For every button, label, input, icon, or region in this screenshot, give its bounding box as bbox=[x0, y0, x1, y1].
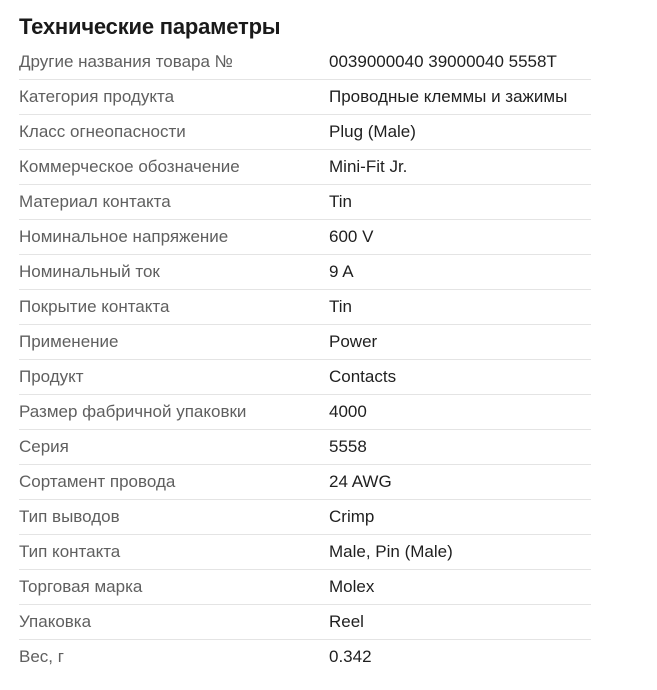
table-row bbox=[19, 80, 591, 115]
spec-value: 5558 bbox=[329, 430, 591, 465]
table-row bbox=[19, 325, 591, 360]
table-row bbox=[19, 500, 591, 535]
spec-name: Тип выводов bbox=[19, 500, 329, 535]
spec-value: Contacts bbox=[329, 360, 591, 395]
table-row bbox=[19, 570, 591, 605]
spec-name: Коммерческое обозначение bbox=[19, 150, 329, 185]
spec-value: Power bbox=[329, 325, 591, 360]
specs-table bbox=[19, 45, 591, 674]
spec-name: Другие названия товара № bbox=[19, 45, 329, 80]
spec-name: Вес, г bbox=[19, 647, 64, 666]
spec-name: Номинальный ток bbox=[19, 255, 329, 290]
table-row bbox=[19, 220, 591, 255]
spec-value: Molex bbox=[329, 570, 591, 605]
spec-value: 0039000040 39000040 5558T bbox=[329, 45, 591, 80]
table-row bbox=[19, 640, 591, 675]
table-row bbox=[19, 150, 591, 185]
table-row bbox=[19, 290, 591, 325]
table-row bbox=[19, 430, 591, 465]
spec-name: Размер фабричной упаковки bbox=[19, 395, 329, 430]
table-row bbox=[19, 535, 591, 570]
spec-name: Сортамент провода bbox=[19, 465, 329, 500]
spec-value: Reel bbox=[329, 605, 591, 640]
spec-value: Tin bbox=[329, 185, 591, 220]
specs-table-body bbox=[19, 45, 591, 674]
table-row bbox=[19, 255, 591, 290]
spec-value: Crimp bbox=[329, 500, 591, 535]
spec-name: Серия bbox=[19, 430, 329, 465]
spec-name: Упаковка bbox=[19, 605, 329, 640]
table-row bbox=[19, 45, 591, 80]
spec-value: 600 V bbox=[329, 220, 591, 255]
spec-value: 9 A bbox=[329, 255, 591, 290]
table-row bbox=[19, 115, 591, 150]
spec-value: Mini-Fit Jr. bbox=[329, 150, 591, 185]
section-title: Технические параметры bbox=[19, 14, 281, 39]
spec-name: Торговая марка bbox=[19, 570, 329, 605]
table-row bbox=[19, 605, 591, 640]
table-row bbox=[19, 185, 591, 220]
table-row bbox=[19, 360, 591, 395]
technical-specs-panel bbox=[19, 0, 591, 674]
spec-value: Male, Pin (Male) bbox=[329, 535, 591, 570]
spec-value: Plug (Male) bbox=[329, 115, 591, 150]
table-row bbox=[19, 395, 591, 430]
spec-value: 4000 bbox=[329, 395, 591, 430]
spec-name: Категория продукта bbox=[19, 80, 329, 115]
spec-value: Проводные клеммы и зажимы bbox=[329, 80, 591, 115]
spec-value: 24 AWG bbox=[329, 465, 591, 500]
spec-name: Тип контакта bbox=[19, 535, 329, 570]
table-row bbox=[19, 465, 591, 500]
spec-value: Tin bbox=[329, 290, 591, 325]
spec-name: Номинальное напряжение bbox=[19, 220, 329, 255]
spec-name: Класс огнеопасности bbox=[19, 115, 329, 150]
spec-name: Покрытие контакта bbox=[19, 290, 329, 325]
spec-name: Применение bbox=[19, 325, 329, 360]
spec-name: Материал контакта bbox=[19, 185, 329, 220]
spec-name: Продукт bbox=[19, 360, 329, 395]
spec-value: 0.342 bbox=[329, 647, 372, 666]
